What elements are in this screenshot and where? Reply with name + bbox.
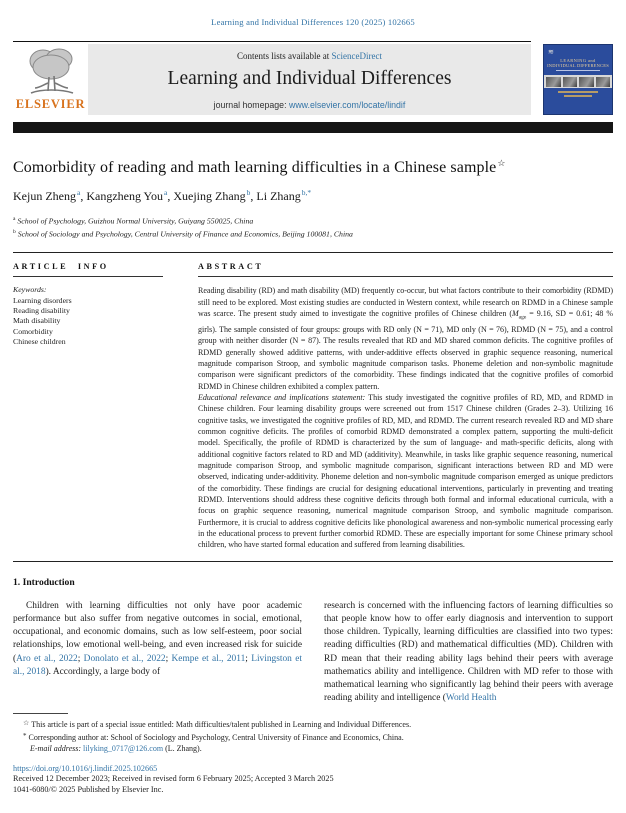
star-footnote-marker: ☆ [23,719,30,728]
journal-banner [88,44,531,115]
citation-link-donolato-2022[interactable]: Donolato et al., 2022 [83,653,166,664]
article-info-heading: ARTICLE INFO [13,262,163,277]
keywords-list [13,285,163,347]
affiliation-list [13,214,613,239]
author: Li Zhang$^{b,*}$ [256,188,312,203]
affiliation: $^a$ School of Psychology, Guizhou Normal University, Guiyang 550025, China [13,216,254,226]
affiliation-mark[interactable]: b,* [301,188,312,197]
abstract-text [198,285,613,551]
publication-footer [13,764,613,796]
doi-link[interactable]: https://doi.org/10.1016/j.lindif.2025.102665 [13,763,158,773]
cover-decoration-line [558,91,598,93]
author: Xuejing Zhang$^b$, [173,188,257,203]
corresponding-author-footnote: * Corresponding author at: School of Sociology and Psychology, Central University of Finance and Economics, China. [23,732,404,743]
article-content [13,158,613,795]
keyword: Math disability [13,316,61,326]
citation-link-kempe-2011[interactable]: Kempe et al., 2011 [171,653,246,664]
section-divider-rule [13,252,613,253]
keywords-label: Keywords: [13,285,47,295]
affiliation-mark[interactable]: b [246,188,251,197]
footnote-divider-rule [13,713,68,714]
author: Kangzheng You$^a$, [86,188,174,203]
footnotes [13,718,613,754]
contents-prefix: Contents lists available at [237,51,332,61]
keyword: Comorbidity [13,326,53,336]
elsevier-wordmark: ELSEVIER [15,97,86,111]
journal-title: Learning and Individual Differences [167,68,452,89]
citation-link-livingston-2018[interactable]: Livingston et al., 2018 [13,653,302,677]
citation-link-world-health[interactable]: World Health [445,693,497,704]
homepage-line [88,100,531,110]
abstract-column [198,262,613,551]
elsevier-tree-icon [21,45,81,99]
cover-decoration-line [564,95,592,97]
email-footnote: E-mail address: lilyking_0717@126.com (L. Zhang). [30,743,202,753]
journal-header [13,44,613,115]
header-divider-bar [13,122,613,133]
journal-citation-link[interactable]: Learning and Individual Differences 120 (2025) 102665 [211,17,415,27]
introduction-heading: 1. Introduction [13,576,75,588]
journal-cover-thumbnail [543,44,613,115]
contents-line [88,51,531,61]
article-title: Comorbidity of reading and math learning difficulties in a Chinese sample☆ [13,158,506,176]
intro-paragraph: research is concerned with the influencing factors of learning difficulties so that people know how to offer early diagnosis and intervention to support those children. Typically, learning difficulties are classified into two types: reading difficulties (RD) and mathematical difficulties (MD). Children with RD mean that their reading ability lags behind their peers with average mathematics ability and intelligence. Children with MD refer to those with mathematical learning who significantly lag behind their peers with average reading ability and intelligence (World Health [324,600,613,704]
body-columns [13,600,613,706]
abstract-bottom-rule [13,561,613,562]
elsevier-logo [13,44,88,115]
abstract-heading: ABSTRACT [198,262,613,277]
journal-homepage-link[interactable]: www.elsevier.com/locate/lindif [288,100,406,110]
cover-elsevier-mark: ≋ [548,48,556,57]
citation-link-aro-2022[interactable]: Aro et al., 2022 [16,653,78,664]
affiliation-mark[interactable]: a [164,188,168,197]
special-issue-footnote: ☆ This article is part of a special issue entitled: Math difficulties/talent published in Learning and Individual Differences. [23,719,412,730]
title-footnote-star: ☆ [497,158,506,168]
intro-paragraph: Children with learning difficulties not only have poor academic performance but also suffer from negative outcomes in social, emotional, occupational, and economic domains, such as low self-esteem, poor social relationships, low emotional well-being, and even increased risk for suicide (Aro et al., 2022; Donolato et al., 2022; Kempe et al., 2011; Livingston et al., 2018). Accordingly, a large body of [13,600,302,677]
sciencedirect-link[interactable]: ScienceDirect [331,51,382,61]
issn-copyright-line: 1041-6080/© 2025 Published by Elsevier Inc. [13,784,164,794]
keyword: Learning disorders [13,295,72,305]
abstract-paragraph: Reading disability (RD) and math disability (MD) frequently co-occur, but what factors contribute to their comorbidity (RDMD) still need to be explored. Most existing studies are conducted in Western context, while research on RDMD in a Chinese sample was scarce. The present study aimed to investigate the cognitive profiles of Chinese children ($M_{age} = 9.16$, SD = 0.61; 48 % girls). The sample consisted of four groups: groups with RD only (N = 71), MD only (N = 76), RDMD (N = 75), and a control group with neither disorder (N = 87). The results revealed that RD and MD shared common deficits. The cognitive profiles of RDMD generally showed additive patterns, with under-additive effects observed in graphic sequence reasoning, numerical magnitude comparison Stroop, and symbolic magnitude comparison tasks. Phoneme deletion and non-symbolic magnitude comparison were significant predictors of the comorbidity. These findings indicated that the cognitive profiles of comorbid RDMD in Chinese children exhibited a complex pattern. [198,286,614,391]
asterisk-footnote-marker: * [23,732,27,741]
keyword: Reading disability [13,306,70,315]
abstract-paragraph: Educational relevance and implications statement: This study investigated the cognitive profiles of RD, MD, and RDMD in Chinese children. Four learning disability groups were screened out from 1517 Chinese children (Grades 2–3). Utilizing 16 cognitive tasks, we investigated the cognitive profiles of RD, MD, and RDMD. The current research revealed RD and MD share common cognitive deficits. The profiles of comorbid RDMD demonstrated a complex pattern, supporting the multi-deficit model. Specifically, the profile of RDMD is characterized by the sum of language- and math-specific deficits, along with additional cognitive factors related to RD and MD (additivity). Meanwhile, in tasks like graphic sequence reasoning, numerical magnitude comparison Stroop, and symbolic magnitude comparison, significant interactions between RD and MD were observed, indicating under-additivity. Phoneme deletion and non-symbolic magnitude comparison emerged as unique predictors of the comorbidity. These findings are crucial for designing educational interventions, particularly in preventing and treating RDMD. Interventions should address these cognitive deficits through both formal and informal educational curricula, with a focus on graphic sequence reasoning, numerical magnitude comparison Stroop, and symbolic magnitude comparison. Furthermore, it is crucial to address cognitive deficits like phonological awareness and non-symbolic numerical processing early in the educational process to prevent further comorbid RDMD. These are especially important for some Chinese primary school children, who have started formal education and suffered from learning disabilities. [198,392,614,550]
info-abstract-section [13,262,613,551]
affiliation-mark[interactable]: a [76,188,81,197]
cover-title: LEARNING and INDIVIDUAL DIFFERENCES [544,58,612,71]
article-info-column [13,262,163,551]
intro-left-column [13,600,302,706]
received-dates: Received 12 December 2023; Received in revised form 6 February 2025; Accepted 3 March 2025 [13,774,334,784]
affiliation: $^b$ School of Sociology and Psychology, Central University of Finance and Economics, Beijing 100081, China [13,228,353,239]
cover-photo-strip [544,75,612,88]
header-top-rule [13,41,531,42]
intro-right-column [324,600,613,706]
homepage-prefix: journal homepage: [213,100,289,110]
author: Kejun Zheng$^a$, [13,188,87,203]
keyword: Chinese children [13,337,66,347]
author-list [13,188,613,204]
email-link[interactable]: lilyking_0717@126.com [81,743,164,753]
